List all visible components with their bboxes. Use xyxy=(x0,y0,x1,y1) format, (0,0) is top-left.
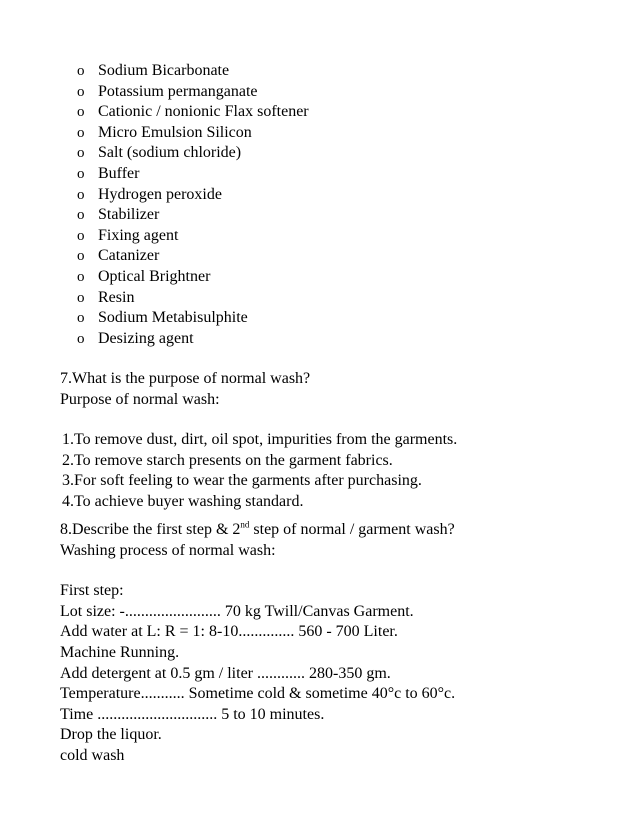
purpose-point: 1.To remove dust, dirt, oil spot, impurities from the garments. xyxy=(62,431,458,449)
list-item-text: Catanizer xyxy=(98,247,160,265)
question-8-heading: Washing process of normal wash: xyxy=(60,541,276,559)
list-item xyxy=(77,226,309,247)
list-item xyxy=(77,329,309,350)
question-8-part2: step of normal / garment wash? xyxy=(249,521,455,538)
bullet-icon: o xyxy=(77,289,85,306)
bullet-icon: o xyxy=(77,227,85,244)
list-item-text: Sodium Metabisulphite xyxy=(98,309,248,327)
process-step: Lot size: -........................ 70 kg Twill/Canvas Garment. xyxy=(60,602,414,620)
bullet-icon: o xyxy=(77,63,85,79)
list-item-text: Buffer xyxy=(98,164,140,182)
question-8 xyxy=(60,520,455,541)
bullet-icon: o xyxy=(77,165,85,182)
bullet-icon: o xyxy=(77,186,85,203)
list-item xyxy=(77,205,309,226)
bullet-icon: o xyxy=(77,330,85,347)
list-item xyxy=(77,102,309,123)
question-7-section xyxy=(60,369,457,513)
list-item xyxy=(77,308,309,329)
list-item-text: Potassium permanganate xyxy=(98,82,258,100)
list-item-text: Hydrogen peroxide xyxy=(98,185,222,203)
list-item-text: Fixing agent xyxy=(98,226,179,244)
list-item-text: Desizing agent xyxy=(98,329,194,347)
question-8-section xyxy=(60,520,455,767)
list-item xyxy=(77,143,309,164)
purpose-point: 2.To remove starch presents on the garment fabrics. xyxy=(62,451,393,469)
process-step: Drop the liquor. xyxy=(60,726,162,744)
bullet-icon: o xyxy=(77,268,85,285)
list-item-text: Cationic / nonionic Flax softener xyxy=(98,103,309,121)
list-item-text: Optical Brightner xyxy=(98,267,211,285)
list-item-text: Micro Emulsion Silicon xyxy=(98,123,252,141)
process-step: Add detergent at 0.5 gm / liter ............ 280-350 gm. xyxy=(60,664,391,682)
list-item xyxy=(77,267,309,288)
bullet-icon: o xyxy=(77,207,85,224)
bullet-icon: o xyxy=(77,124,85,141)
bullet-icon: o xyxy=(77,310,85,327)
question-7-heading: Purpose of normal wash: xyxy=(60,390,220,408)
bullet-icon: o xyxy=(77,104,85,121)
chemical-list xyxy=(77,61,309,349)
purpose-point: 4.To achieve buyer washing standard. xyxy=(62,492,304,510)
list-item xyxy=(77,82,309,103)
question-8-part1: 8.Describe the first step & 2 xyxy=(60,521,241,538)
bullet-icon: o xyxy=(77,145,85,162)
process-step: Time .............................. 5 to 10 minutes. xyxy=(60,705,325,723)
process-step: Temperature........... Sometime cold & sometime 40°c to 60°c. xyxy=(60,685,456,703)
spacer xyxy=(60,561,455,581)
list-item-text: Salt (sodium chloride) xyxy=(98,144,242,162)
question-8-superscript: nd xyxy=(240,519,250,530)
list-item-text: Resin xyxy=(98,288,135,306)
question-7: 7.What is the purpose of normal wash? xyxy=(60,370,311,387)
process-step: Add water at L: R = 1: 8-10.............. 560 - 700 Liter. xyxy=(60,623,398,641)
process-step: Machine Running. xyxy=(60,643,180,661)
list-item xyxy=(77,246,309,267)
process-step: cold wash xyxy=(60,746,125,764)
first-step-label: First step: xyxy=(60,582,124,600)
list-item xyxy=(77,288,309,309)
spacer xyxy=(60,410,457,430)
bullet-icon: o xyxy=(77,83,85,100)
list-item xyxy=(77,61,309,82)
list-item xyxy=(77,123,309,144)
bullet-icon: o xyxy=(77,248,85,265)
purpose-point: 3.For soft feeling to wear the garments after purchasing. xyxy=(62,472,422,490)
list-item xyxy=(77,164,309,185)
list-item-text: Sodium Bicarbonate xyxy=(98,62,230,79)
list-item-text: Stabilizer xyxy=(98,206,160,224)
list-item xyxy=(77,185,309,206)
